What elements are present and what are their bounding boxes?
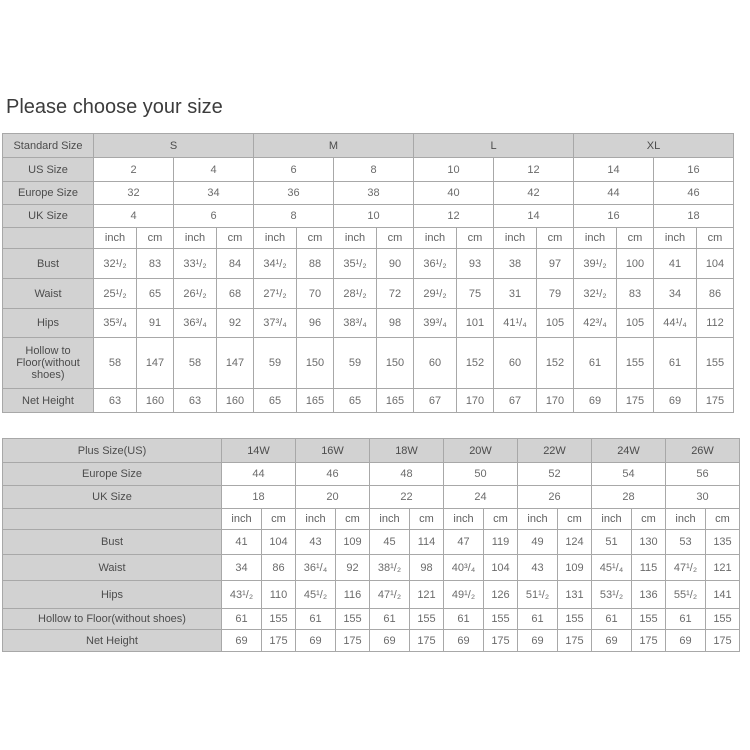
- size-header: 20W: [444, 439, 518, 463]
- measurement-cell: 175: [632, 630, 666, 652]
- unit-header: inch: [494, 228, 537, 249]
- measurement-cell: 61: [666, 609, 706, 630]
- measurement-cell: 93: [457, 249, 494, 279]
- measurement-cell: 104: [697, 249, 734, 279]
- measurement-cell: 155: [617, 338, 654, 389]
- measurement-cell: 131: [558, 581, 592, 609]
- size-value-cell: 46: [654, 182, 734, 205]
- size-value-cell: 32: [94, 182, 174, 205]
- measurement-cell: 69: [370, 630, 410, 652]
- measurement-cell: 61: [592, 609, 632, 630]
- measurement-cell: 109: [558, 555, 592, 581]
- size-header: XL: [574, 134, 734, 158]
- measurement-cell: 36¹/₂: [414, 249, 457, 279]
- size-value-cell: 6: [174, 205, 254, 228]
- row-label: Europe Size: [3, 182, 94, 205]
- size-header: S: [94, 134, 254, 158]
- size-value-cell: 56: [666, 463, 740, 486]
- measurement-cell: 29¹/₂: [414, 279, 457, 309]
- measurement-cell: 53: [666, 530, 706, 555]
- measurement-cell: 100: [617, 249, 654, 279]
- measurement-cell: 175: [558, 630, 592, 652]
- measurement-cell: 28¹/₂: [334, 279, 377, 309]
- measurement-cell: 97: [537, 249, 574, 279]
- unit-header: inch: [654, 228, 697, 249]
- measurement-cell: 44¹/₄: [654, 309, 697, 338]
- size-value-cell: 16: [574, 205, 654, 228]
- measurement-cell: 61: [518, 609, 558, 630]
- empty-corner-cell: [3, 509, 222, 530]
- unit-header: inch: [370, 509, 410, 530]
- measurement-cell: 65: [334, 389, 377, 413]
- measurement-cell: 34: [222, 555, 262, 581]
- measurement-cell: 175: [617, 389, 654, 413]
- unit-header: cm: [297, 228, 334, 249]
- measurement-cell: 40³/₄: [444, 555, 484, 581]
- row-label: US Size: [3, 158, 94, 182]
- row-label: UK Size: [3, 486, 222, 509]
- measurement-cell: 109: [336, 530, 370, 555]
- size-value-cell: 54: [592, 463, 666, 486]
- measurement-cell: 34: [654, 279, 697, 309]
- measurement-cell: 150: [297, 338, 334, 389]
- measurement-cell: 35¹/₂: [334, 249, 377, 279]
- size-value-cell: 2: [94, 158, 174, 182]
- measurement-cell: 175: [484, 630, 518, 652]
- unit-header: cm: [262, 509, 296, 530]
- measurement-cell: 160: [217, 389, 254, 413]
- measurement-cell: 155: [697, 338, 734, 389]
- measurement-cell: 67: [414, 389, 457, 413]
- measurement-cell: 61: [574, 338, 617, 389]
- measurement-cell: 160: [137, 389, 174, 413]
- row-label: Net Height: [3, 389, 94, 413]
- measurement-cell: 68: [217, 279, 254, 309]
- measurement-cell: 83: [137, 249, 174, 279]
- measurement-cell: 65: [137, 279, 174, 309]
- size-value-cell: 24: [444, 486, 518, 509]
- measurement-cell: 135: [706, 530, 740, 555]
- measurement-cell: 130: [632, 530, 666, 555]
- measurement-cell: 155: [558, 609, 592, 630]
- measurement-cell: 121: [706, 555, 740, 581]
- size-value-cell: 14: [494, 205, 574, 228]
- measurement-cell: 38¹/₂: [370, 555, 410, 581]
- measurement-cell: 147: [217, 338, 254, 389]
- measurement-cell: 34¹/₂: [254, 249, 297, 279]
- measurement-cell: 72: [377, 279, 414, 309]
- measurement-cell: 61: [296, 609, 336, 630]
- measurement-cell: 98: [410, 555, 444, 581]
- measurement-cell: 45¹/₂: [296, 581, 336, 609]
- size-header: L: [414, 134, 574, 158]
- measurement-cell: 70: [297, 279, 334, 309]
- measurement-cell: 39³/₄: [414, 309, 457, 338]
- unit-header: cm: [410, 509, 444, 530]
- measurement-cell: 69: [592, 630, 632, 652]
- measurement-cell: 43¹/₂: [222, 581, 262, 609]
- measurement-cell: 126: [484, 581, 518, 609]
- measurement-cell: 59: [334, 338, 377, 389]
- measurement-cell: 47: [444, 530, 484, 555]
- size-value-cell: 40: [414, 182, 494, 205]
- measurement-cell: 38³/₄: [334, 309, 377, 338]
- measurement-cell: 69: [654, 389, 697, 413]
- measurement-cell: 155: [484, 609, 518, 630]
- row-label: Hips: [3, 309, 94, 338]
- size-value-cell: 4: [174, 158, 254, 182]
- measurement-cell: 79: [537, 279, 574, 309]
- measurement-cell: 45¹/₄: [592, 555, 632, 581]
- measurement-cell: 37³/₄: [254, 309, 297, 338]
- unit-header: inch: [592, 509, 632, 530]
- size-value-cell: 18: [654, 205, 734, 228]
- size-value-cell: 6: [254, 158, 334, 182]
- size-value-cell: 36: [254, 182, 334, 205]
- measurement-cell: 41: [222, 530, 262, 555]
- measurement-cell: 112: [697, 309, 734, 338]
- size-value-cell: 8: [334, 158, 414, 182]
- size-value-cell: 16: [654, 158, 734, 182]
- unit-header: inch: [174, 228, 217, 249]
- measurement-cell: 175: [706, 630, 740, 652]
- measurement-cell: 69: [666, 630, 706, 652]
- measurement-cell: 47¹/₂: [370, 581, 410, 609]
- measurement-cell: 32¹/₂: [574, 279, 617, 309]
- measurement-cell: 84: [217, 249, 254, 279]
- measurement-cell: 61: [370, 609, 410, 630]
- unit-header: cm: [697, 228, 734, 249]
- row-label: Bust: [3, 249, 94, 279]
- measurement-cell: 58: [174, 338, 217, 389]
- measurement-cell: 27¹/₂: [254, 279, 297, 309]
- size-value-cell: 52: [518, 463, 592, 486]
- unit-header: cm: [706, 509, 740, 530]
- measurement-cell: 104: [262, 530, 296, 555]
- size-value-cell: 46: [296, 463, 370, 486]
- unit-header: inch: [222, 509, 262, 530]
- measurement-cell: 69: [574, 389, 617, 413]
- measurement-cell: 35³/₄: [94, 309, 137, 338]
- size-system-label: Plus Size(US): [3, 439, 222, 463]
- row-label: Hips: [3, 581, 222, 609]
- measurement-cell: 31: [494, 279, 537, 309]
- size-header: 14W: [222, 439, 296, 463]
- unit-header: cm: [617, 228, 654, 249]
- measurement-cell: 90: [377, 249, 414, 279]
- size-value-cell: 34: [174, 182, 254, 205]
- row-label: Hollow to Floor(without shoes): [3, 609, 222, 630]
- measurement-cell: 104: [484, 555, 518, 581]
- measurement-cell: 47¹/₂: [666, 555, 706, 581]
- size-value-cell: 18: [222, 486, 296, 509]
- unit-header: inch: [296, 509, 336, 530]
- measurement-cell: 86: [262, 555, 296, 581]
- measurement-cell: 53¹/₂: [592, 581, 632, 609]
- measurement-cell: 63: [94, 389, 137, 413]
- measurement-cell: 105: [617, 309, 654, 338]
- unit-header: cm: [484, 509, 518, 530]
- size-value-cell: 12: [494, 158, 574, 182]
- measurement-cell: 38: [494, 249, 537, 279]
- unit-header: cm: [537, 228, 574, 249]
- size-value-cell: 22: [370, 486, 444, 509]
- measurement-cell: 49¹/₂: [444, 581, 484, 609]
- row-label: Europe Size: [3, 463, 222, 486]
- measurement-cell: 170: [457, 389, 494, 413]
- measurement-cell: 51¹/₂: [518, 581, 558, 609]
- unit-header: cm: [377, 228, 414, 249]
- measurement-cell: 75: [457, 279, 494, 309]
- measurement-cell: 155: [632, 609, 666, 630]
- unit-header: cm: [336, 509, 370, 530]
- measurement-cell: 88: [297, 249, 334, 279]
- standard-size-table: [2, 133, 734, 413]
- measurement-cell: 69: [296, 630, 336, 652]
- measurement-cell: 43: [296, 530, 336, 555]
- measurement-cell: 155: [706, 609, 740, 630]
- measurement-cell: 33¹/₂: [174, 249, 217, 279]
- size-system-label: Standard Size: [3, 134, 94, 158]
- measurement-cell: 121: [410, 581, 444, 609]
- measurement-cell: 86: [697, 279, 734, 309]
- measurement-cell: 25¹/₂: [94, 279, 137, 309]
- measurement-cell: 165: [297, 389, 334, 413]
- unit-header: cm: [558, 509, 592, 530]
- measurement-cell: 96: [297, 309, 334, 338]
- size-value-cell: 26: [518, 486, 592, 509]
- unit-header: inch: [518, 509, 558, 530]
- unit-header: inch: [94, 228, 137, 249]
- size-header: M: [254, 134, 414, 158]
- measurement-cell: 61: [654, 338, 697, 389]
- row-label: Hollow to Floor(without shoes): [3, 338, 94, 389]
- size-value-cell: 10: [414, 158, 494, 182]
- measurement-cell: 69: [444, 630, 484, 652]
- measurement-cell: 55¹/₂: [666, 581, 706, 609]
- size-value-cell: 38: [334, 182, 414, 205]
- size-value-cell: 4: [94, 205, 174, 228]
- measurement-cell: 105: [537, 309, 574, 338]
- measurement-cell: 59: [254, 338, 297, 389]
- size-header: 22W: [518, 439, 592, 463]
- size-value-cell: 50: [444, 463, 518, 486]
- measurement-cell: 116: [336, 581, 370, 609]
- size-header: 16W: [296, 439, 370, 463]
- measurement-cell: 32¹/₂: [94, 249, 137, 279]
- measurement-cell: 150: [377, 338, 414, 389]
- unit-header: cm: [137, 228, 174, 249]
- measurement-cell: 69: [518, 630, 558, 652]
- measurement-cell: 136: [632, 581, 666, 609]
- row-label: Waist: [3, 555, 222, 581]
- size-value-cell: 48: [370, 463, 444, 486]
- measurement-cell: 141: [706, 581, 740, 609]
- page-title: Please choose your size: [6, 96, 223, 118]
- measurement-cell: 91: [137, 309, 174, 338]
- measurement-cell: 114: [410, 530, 444, 555]
- measurement-cell: 60: [494, 338, 537, 389]
- size-header: 18W: [370, 439, 444, 463]
- measurement-cell: 147: [137, 338, 174, 389]
- size-chart-page: [0, 97, 750, 652]
- measurement-cell: 110: [262, 581, 296, 609]
- measurement-cell: 43: [518, 555, 558, 581]
- measurement-cell: 152: [537, 338, 574, 389]
- unit-header: cm: [457, 228, 494, 249]
- measurement-cell: 101: [457, 309, 494, 338]
- size-header: 26W: [666, 439, 740, 463]
- measurement-cell: 41: [654, 249, 697, 279]
- measurement-cell: 155: [410, 609, 444, 630]
- size-value-cell: 30: [666, 486, 740, 509]
- measurement-cell: 61: [444, 609, 484, 630]
- measurement-cell: 63: [174, 389, 217, 413]
- measurement-cell: 98: [377, 309, 414, 338]
- measurement-cell: 65: [254, 389, 297, 413]
- size-value-cell: 10: [334, 205, 414, 228]
- measurement-cell: 155: [262, 609, 296, 630]
- row-label: UK Size: [3, 205, 94, 228]
- unit-header: inch: [254, 228, 297, 249]
- size-value-cell: 44: [222, 463, 296, 486]
- measurement-cell: 26¹/₂: [174, 279, 217, 309]
- unit-header: inch: [574, 228, 617, 249]
- measurement-cell: 49: [518, 530, 558, 555]
- empty-corner-cell: [3, 228, 94, 249]
- measurement-cell: 175: [336, 630, 370, 652]
- measurement-cell: 67: [494, 389, 537, 413]
- size-header: 24W: [592, 439, 666, 463]
- size-value-cell: 20: [296, 486, 370, 509]
- measurement-cell: 45: [370, 530, 410, 555]
- measurement-cell: 170: [537, 389, 574, 413]
- measurement-cell: 69: [222, 630, 262, 652]
- row-label: Bust: [3, 530, 222, 555]
- measurement-cell: 41¹/₄: [494, 309, 537, 338]
- measurement-cell: 92: [336, 555, 370, 581]
- measurement-cell: 42³/₄: [574, 309, 617, 338]
- measurement-cell: 175: [697, 389, 734, 413]
- size-value-cell: 14: [574, 158, 654, 182]
- size-value-cell: 12: [414, 205, 494, 228]
- unit-header: cm: [632, 509, 666, 530]
- measurement-cell: 155: [336, 609, 370, 630]
- unit-header: inch: [414, 228, 457, 249]
- unit-header: cm: [217, 228, 254, 249]
- row-label: Net Height: [3, 630, 222, 652]
- plus-size-table: [2, 438, 740, 652]
- measurement-cell: 58: [94, 338, 137, 389]
- size-value-cell: 42: [494, 182, 574, 205]
- measurement-cell: 39¹/₂: [574, 249, 617, 279]
- measurement-cell: 152: [457, 338, 494, 389]
- measurement-cell: 36³/₄: [174, 309, 217, 338]
- measurement-cell: 92: [217, 309, 254, 338]
- row-label: Waist: [3, 279, 94, 309]
- size-value-cell: 8: [254, 205, 334, 228]
- size-value-cell: 44: [574, 182, 654, 205]
- measurement-cell: 115: [632, 555, 666, 581]
- unit-header: inch: [444, 509, 484, 530]
- measurement-cell: 60: [414, 338, 457, 389]
- measurement-cell: 175: [410, 630, 444, 652]
- size-value-cell: 28: [592, 486, 666, 509]
- unit-header: inch: [334, 228, 377, 249]
- measurement-cell: 83: [617, 279, 654, 309]
- measurement-cell: 119: [484, 530, 518, 555]
- measurement-cell: 175: [262, 630, 296, 652]
- measurement-cell: 165: [377, 389, 414, 413]
- unit-header: inch: [666, 509, 706, 530]
- measurement-cell: 36¹/₄: [296, 555, 336, 581]
- measurement-cell: 61: [222, 609, 262, 630]
- measurement-cell: 124: [558, 530, 592, 555]
- measurement-cell: 51: [592, 530, 632, 555]
